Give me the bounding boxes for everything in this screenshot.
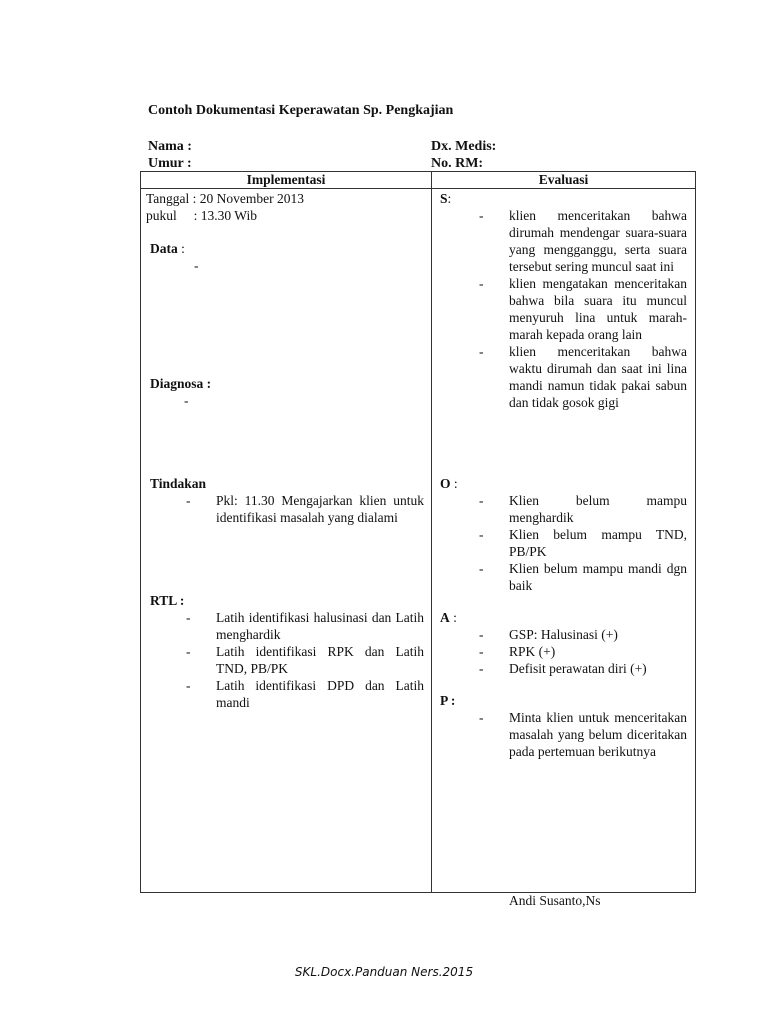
item-dash: -: [479, 527, 484, 542]
implementasi-header: Implementasi: [141, 172, 432, 189]
table-header-row: [141, 172, 696, 189]
item-dash: -: [479, 208, 484, 223]
page-footer: SKL.Docx.Panduan Ners.2015: [294, 965, 474, 979]
s-label: S: [440, 191, 448, 206]
s-item: [479, 275, 687, 343]
s-colon: :: [447, 191, 452, 206]
p-label: P :: [440, 693, 456, 708]
s-item: [479, 343, 687, 411]
s-item: [479, 207, 687, 275]
o-item-text: Klien belum mampu mandi dgn baik: [509, 561, 687, 593]
tindakan-item-text: Pkl: 11.30 Mengajarkan klien untuk identifikasi masalah yang dialami: [216, 493, 424, 525]
rtl-label: RTL :: [150, 593, 185, 608]
rtl-list: [186, 609, 424, 711]
diagnosa-label: Diagnosa :: [150, 376, 212, 391]
tindakan-item: [186, 492, 424, 526]
s-item-text: klien mengatakan menceritakan bahwa bila suara itu muncul menyuruh lina untuk marah-marah kepada orang lain: [509, 276, 687, 342]
o-colon: :: [450, 476, 458, 491]
item-dash: -: [479, 561, 484, 576]
diagnosa-item: -: [184, 393, 189, 408]
o-item-text: Klien belum mampu TND, PB/PK: [509, 527, 687, 559]
rtl-item-text: Latih identifikasi halusinasi dan Latih menghardik: [216, 610, 424, 642]
item-dash: -: [479, 710, 484, 725]
patient-header-left: [148, 138, 192, 172]
data-item: -: [194, 258, 199, 273]
patient-header-right: [431, 138, 496, 172]
o-label: O: [440, 476, 451, 491]
rtl-item-text: Latih identifikasi RPK dan Latih TND, PB/PK: [216, 644, 424, 676]
rtl-item-text: Latih identifikasi DPD dan Latih mandi: [216, 678, 424, 710]
a-list: [479, 626, 687, 677]
item-dash: -: [186, 493, 191, 508]
o-section: [440, 475, 458, 492]
o-list: [479, 492, 687, 594]
item-dash: -: [479, 661, 484, 676]
s-list: [479, 207, 687, 411]
data-section: [150, 240, 185, 257]
item-dash: -: [479, 627, 484, 642]
tindakan-label: Tindakan: [150, 476, 207, 491]
rtl-item: [186, 677, 424, 711]
implementasi-cell: [141, 189, 432, 893]
pukul-line: pukul : 13.30 Wib: [146, 208, 257, 223]
tanggal-line: Tanggal : 20 November 2013: [146, 191, 305, 206]
rtl-item: [186, 643, 424, 677]
rtl-item: [186, 609, 424, 643]
dx-medis-label: Dx. Medis:: [431, 139, 497, 154]
item-dash: -: [186, 610, 191, 625]
o-item: [479, 526, 687, 560]
tindakan-list: [186, 492, 424, 526]
p-item-text: Minta klien untuk menceritakan masalah yang belum diceritakan pada pertemuan berikutnya: [509, 710, 687, 759]
s-item-text: klien menceritakan bahwa waktu dirumah dan saat ini lina mandi namun tidak pakai sabun dan tidak gosok gigi: [509, 344, 687, 410]
signer-name: Andi Susanto,Ns: [509, 893, 601, 908]
data-label: Data: [150, 241, 178, 256]
item-dash: -: [186, 678, 191, 693]
documentation-table: [140, 171, 696, 908]
s-item-text: klien menceritakan bahwa dirumah mendengar suara-suara yang mengganggu, serta suara tersebut sering muncul saat ini: [509, 208, 687, 274]
a-label: A: [440, 610, 450, 625]
evaluasi-cell: [432, 189, 696, 908]
o-item-text: Klien belum mampu menghardik: [509, 493, 687, 525]
a-item-text: Defisit perawatan diri (+): [509, 661, 647, 676]
o-item: [479, 492, 687, 526]
item-dash: -: [479, 493, 484, 508]
nama-label: Nama :: [148, 139, 192, 154]
a-item-text: GSP: Halusinasi (+): [509, 627, 618, 642]
a-colon: :: [449, 610, 457, 625]
evaluasi-header: Evaluasi: [432, 172, 696, 189]
table-body-row: [141, 189, 696, 893]
o-item: [479, 560, 687, 594]
a-item-text: RPK (+): [509, 644, 556, 659]
a-section: [440, 609, 457, 626]
s-section: [440, 190, 451, 207]
p-item: [479, 709, 687, 760]
no-rm-label: No. RM:: [431, 156, 484, 171]
p-list: [479, 709, 687, 760]
item-dash: -: [479, 644, 484, 659]
document-title: Contoh Dokumentasi Keperawatan Sp. Pengkajian: [148, 103, 454, 118]
item-dash: -: [479, 276, 484, 291]
item-dash: -: [186, 644, 191, 659]
item-dash: -: [479, 344, 484, 359]
a-item: [479, 660, 687, 677]
a-item: [479, 626, 687, 643]
umur-label: Umur :: [148, 156, 192, 171]
data-colon: :: [177, 241, 185, 256]
a-item: [479, 643, 687, 660]
